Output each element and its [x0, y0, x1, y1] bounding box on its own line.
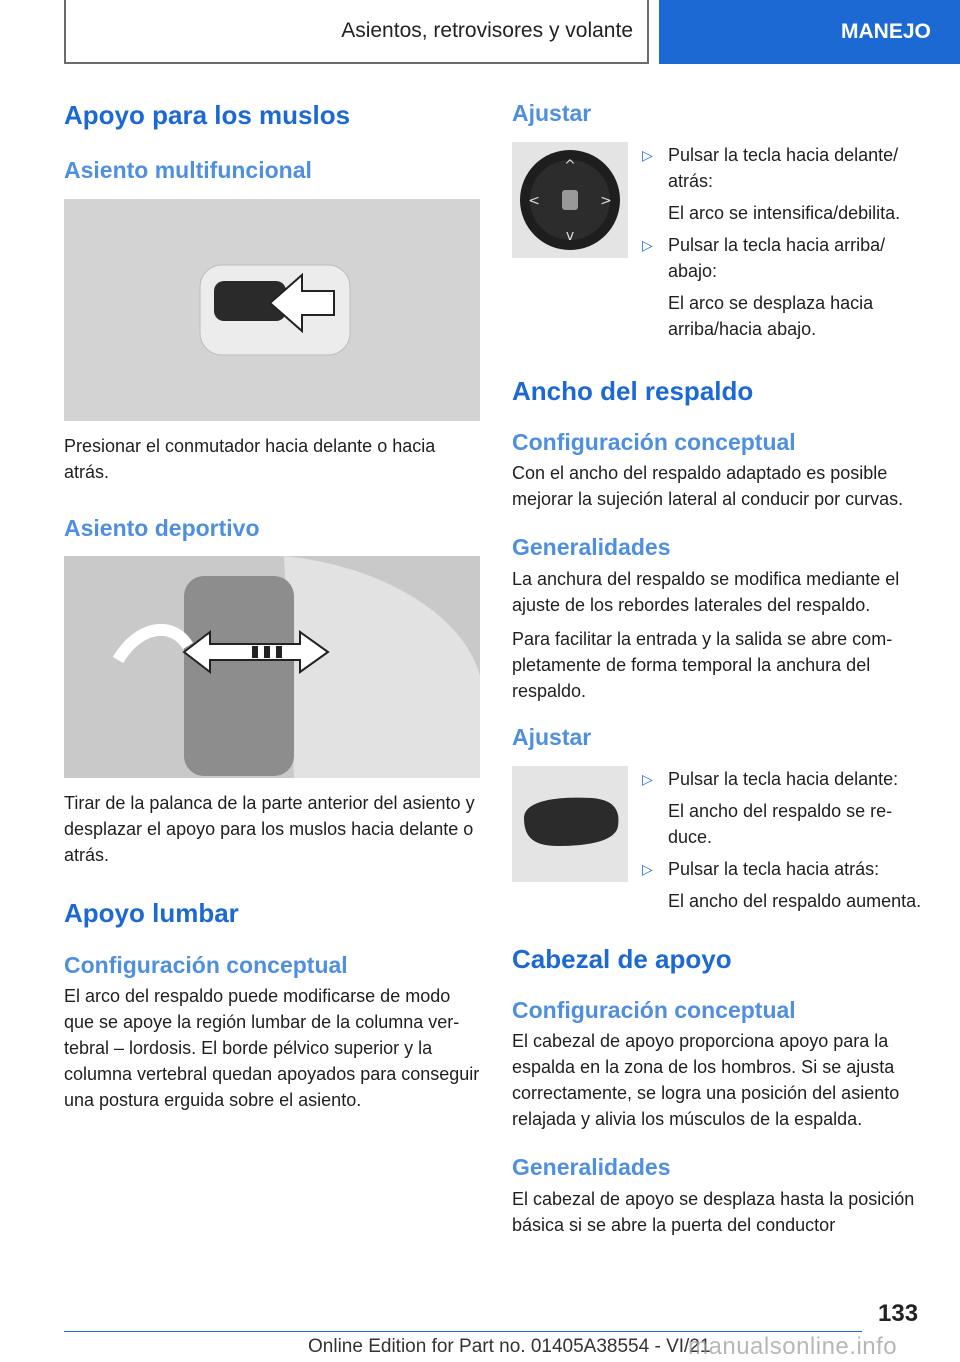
triangle-bullet-icon: ▷ — [642, 236, 653, 253]
list-item: ▷ Pulsar la tecla hacia delante: — [642, 766, 930, 792]
photo-sport-seat-lever — [64, 556, 480, 778]
section-title: Asientos, retrovisores y volante — [341, 19, 633, 42]
heading-adjust-backrest: Ajustar — [512, 723, 592, 750]
heading-concept-lumbar: Configuración conceptual — [64, 951, 348, 978]
backrest-switch-illustration — [512, 766, 628, 882]
triangle-bullet-icon: ▷ — [642, 146, 653, 163]
list-item-result: El ancho del respaldo se reduce. — [668, 800, 893, 847]
paragraph-headrest-concept: El cabezal de apoyo proporciona apoyo para la espalda en la zona de los hombros. Si se ajusta correctamente, se logra una posición del asiento relajada y alivia los músculos de la espalda. — [512, 1031, 900, 1130]
paragraph-backrest-entry: Para facilitar la entrada y la salida se abre completamente de forma temporal la anchura del respaldo. — [512, 628, 893, 701]
switch-illustration — [64, 199, 480, 421]
heading-sport-seat: Asiento deportivo — [64, 514, 260, 541]
list-item: ▷ Pulsar la tecla hacia atrás: — [642, 856, 930, 882]
photo-backrest-switch — [512, 766, 628, 882]
page-number: 133 — [878, 1300, 919, 1327]
footer-edition: Online Edition for Part no. 01405A38554 - VI/21 — [308, 1336, 711, 1357]
lumbar-adjust-list — [642, 142, 930, 342]
heading-general-backrest: Generalidades — [512, 534, 671, 561]
footer-rule — [64, 1331, 862, 1332]
heading-lumbar-support: Apoyo lumbar — [64, 898, 239, 929]
heading-concept-backrest: Configuración conceptual — [512, 428, 796, 455]
svg-text:^: ^ — [564, 157, 576, 174]
heading-concept-headrest: Configuración conceptual — [512, 996, 796, 1023]
paragraph-pull-lever: Tirar de la palanca de la parte anterior del asiento y desplazar el apoyo para los muslos hacia delante o atrás. — [64, 793, 475, 866]
list-item-result: El arco se intensifica/debilita. — [668, 202, 901, 223]
heading-headrest: Cabezal de apoyo — [512, 943, 732, 974]
header-chapter-tab — [659, 0, 960, 64]
triangle-bullet-icon: ▷ — [642, 770, 653, 787]
chapter-title: MANEJO — [841, 20, 931, 43]
heading-general-headrest: Generalidades — [512, 1154, 671, 1181]
photo-multifunction-switch — [64, 199, 480, 421]
lumbar-adjust-block — [512, 142, 930, 342]
heading-backrest-width: Ancho del respaldo — [512, 375, 754, 406]
paragraph-headrest-general: El cabezal de apoyo se desplaza hasta la posición básica si se abre la puerta del conductor — [512, 1188, 915, 1235]
left-column — [64, 100, 482, 1113]
triangle-bullet-icon: ▷ — [642, 860, 653, 877]
sport-seat-illustration — [64, 556, 480, 778]
heading-adjust-lumbar: Ajustar — [512, 100, 592, 126]
list-item-result: El ancho del respaldo aumenta. — [668, 890, 922, 911]
paragraph-backrest-concept: Con el ancho del respaldo adaptado es posible mejorar la sujeción lateral al conducir por curvas. — [512, 463, 904, 510]
lumbar-controller-illustration — [512, 142, 628, 258]
backrest-adjust-list — [642, 766, 930, 914]
list-item-result: El arco se desplaza hacia arriba/hacia abajo. — [668, 292, 874, 339]
paragraph-press-switch: Presionar el conmutador hacia delante o hacia atrás. — [64, 435, 436, 482]
watermark: manualsonline.info — [688, 1333, 898, 1360]
heading-multifunction-seat: Asiento multifuncional — [64, 157, 312, 184]
backrest-adjust-block — [512, 766, 930, 914]
svg-text:>: > — [600, 192, 612, 209]
svg-text:<: < — [528, 192, 540, 209]
list-item: ▷ Pulsar la tecla hacia delante/ atrás: — [642, 142, 930, 194]
svg-text:v: v — [565, 227, 575, 244]
paragraph-backrest-general: La anchura del respaldo se modifica mediante el ajuste de los rebordes laterales del respaldo. — [512, 568, 900, 615]
paragraph-lumbar-concept: El arco del respaldo puede modificarse de modo que se apoye la región lumbar de la columna vertebral – lordosis. El borde pélvico superior y la columna vertebral quedan apoyados para conseguir una postura erguida sobre el asiento. — [64, 986, 480, 1111]
photo-lumbar-controller — [512, 142, 628, 258]
heading-thigh-support: Apoyo para los muslos — [64, 100, 351, 130]
list-item: ▷ Pulsar la tecla hacia arriba/ abajo: — [642, 232, 930, 284]
header-section-title — [64, 0, 649, 64]
right-column — [512, 100, 930, 1238]
